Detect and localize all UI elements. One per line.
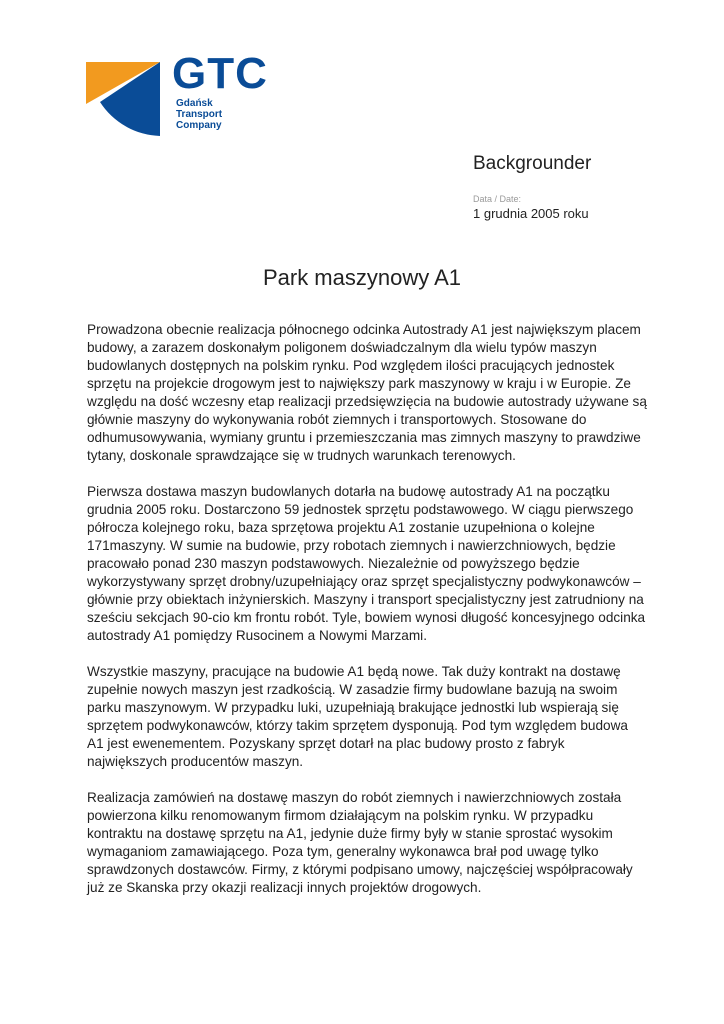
paragraph [87,663,647,771]
text-line: tytany, doskonale sprawdzające się w trudnych warunkach terenowych. [87,448,516,463]
paragraph [87,321,647,465]
text-line: już ze Skanska przy okazji realizacji innych projektów drogowych. [87,880,482,895]
text-line: sprawdzonych dostawców. Firmy, z którymi podpisano umowy, najczęściej współpracowały [87,862,633,877]
logo-wordmark: GTC [172,49,268,98]
text-line: głównie przy obiektach inżynierskich. Maszyny i transport specjalistyczny jest zatrudniony na [87,592,644,607]
text-line: grudnia 2005 roku. Dostarczono 59 jednostek sprzętu podstawowego. W ciągu pierwszego [87,502,634,517]
text-line: głównie maszyny do wykonywania robót ziemnych i transportowych. Stosowane do [87,412,587,427]
document-type: Backgrounder [473,153,592,174]
text-line: budowlanych dostępnych na polskim rynku. Pod względem ilości pracujących jednostek [87,358,615,373]
text-line: parku maszynowym. W przypadku luki, uzupełniają brakujące jednostki lub wspierają się [87,700,619,715]
text-line: pracowało ponad 230 maszyn podstawowych. Niezależnie od powyższego będzie [87,556,580,571]
page-title: Park maszynowy A1 [262,265,462,290]
paragraph [87,789,647,897]
gtc-logo-mark [86,58,172,138]
date-label: Data / Date: [473,194,522,204]
text-line: budowy, a zarazem doskonałym poligonem doświadczalnym dla wielu typów maszyn [87,340,597,355]
text-line: kontraktu na dostawę sprzętu na A1, jedynie duże firmy były w stanie sprostać wysokim [87,826,613,841]
text-line: 171maszyny. W sumie na budowie, przy robotach ziemnych i nawierzchniowych, będzie [87,538,616,553]
text-line: A1 jest ewenementem. Pozyskany sprzęt dotarł na plac budowy prosto z fabryk [87,736,565,751]
text-line: wykorzystywany sprzęt drobny/uzupełniający oraz sprzęt specjalistyczny podwykonawców – [87,574,641,589]
text-line: względu na dość wczesny etap realizacji przedsięwzięcia na budowie autostrady używane są [87,394,647,409]
logo-sub-line: Gdańsk [176,98,213,109]
text-line: odhumusowywania, wymiany gruntu i przemieszczania mas zimnych maszyny to prawdziwe [87,430,641,445]
text-line: Pierwsza dostawa maszyn budowlanych dotarła na budowę autostrady A1 na początku [87,484,610,499]
text-line: sprzętem podwykonawców, którzy takim sprzętem dysponują. Pod tym względem budowa [87,718,628,733]
text-line: wymaganiom zamawiającego. Poza tym, generalny wykonawca brał pod uwagę tylko [87,844,599,859]
document-body [87,321,647,915]
logo-sub-line: Transport [176,109,223,120]
paragraph [87,483,647,645]
text-line: powierzona kilku renomowanym firmom działającym na polskim rynku. W przypadku [87,808,594,823]
text-line: zupełnie nowych maszyn jest rzadkością. W zasadzie firmy budowlane bazują na swoim [87,682,618,697]
date-value: 1 grudnia 2005 roku [473,206,589,221]
gtc-logo [86,49,276,138]
text-line: największych producentów maszyn. [87,754,304,769]
text-line: Realizacja zamówień na dostawę maszyn do robót ziemnych i nawierzchniowych została [87,790,622,805]
logo-subtitle [176,98,222,131]
text-line: sprzętu na projekcie drogowym jest to największy park maszynowy w kraju i w Europie. Ze [87,376,631,391]
logo-sub-line: Company [176,120,222,131]
text-line: Wszystkie maszyny, pracujące na budowie A1 będą nowe. Tak duży kontrakt na dostawę [87,664,621,679]
text-line: półrocza kolejnego roku, baza sprzętowa projektu A1 zostanie uzupełniona o kolejne [87,520,595,535]
text-line: sześciu sekcjach 90-cio km frontu robót. Tyle, bowiem wynosi długość koncesyjnego odcinka [87,610,646,625]
text-line: Prowadzona obecnie realizacja północnego odcinka Autostrady A1 jest największym placem [87,322,641,337]
text-line: autostrady A1 pomiędzy Rusocinem a Nowymi Marzami. [87,628,427,643]
